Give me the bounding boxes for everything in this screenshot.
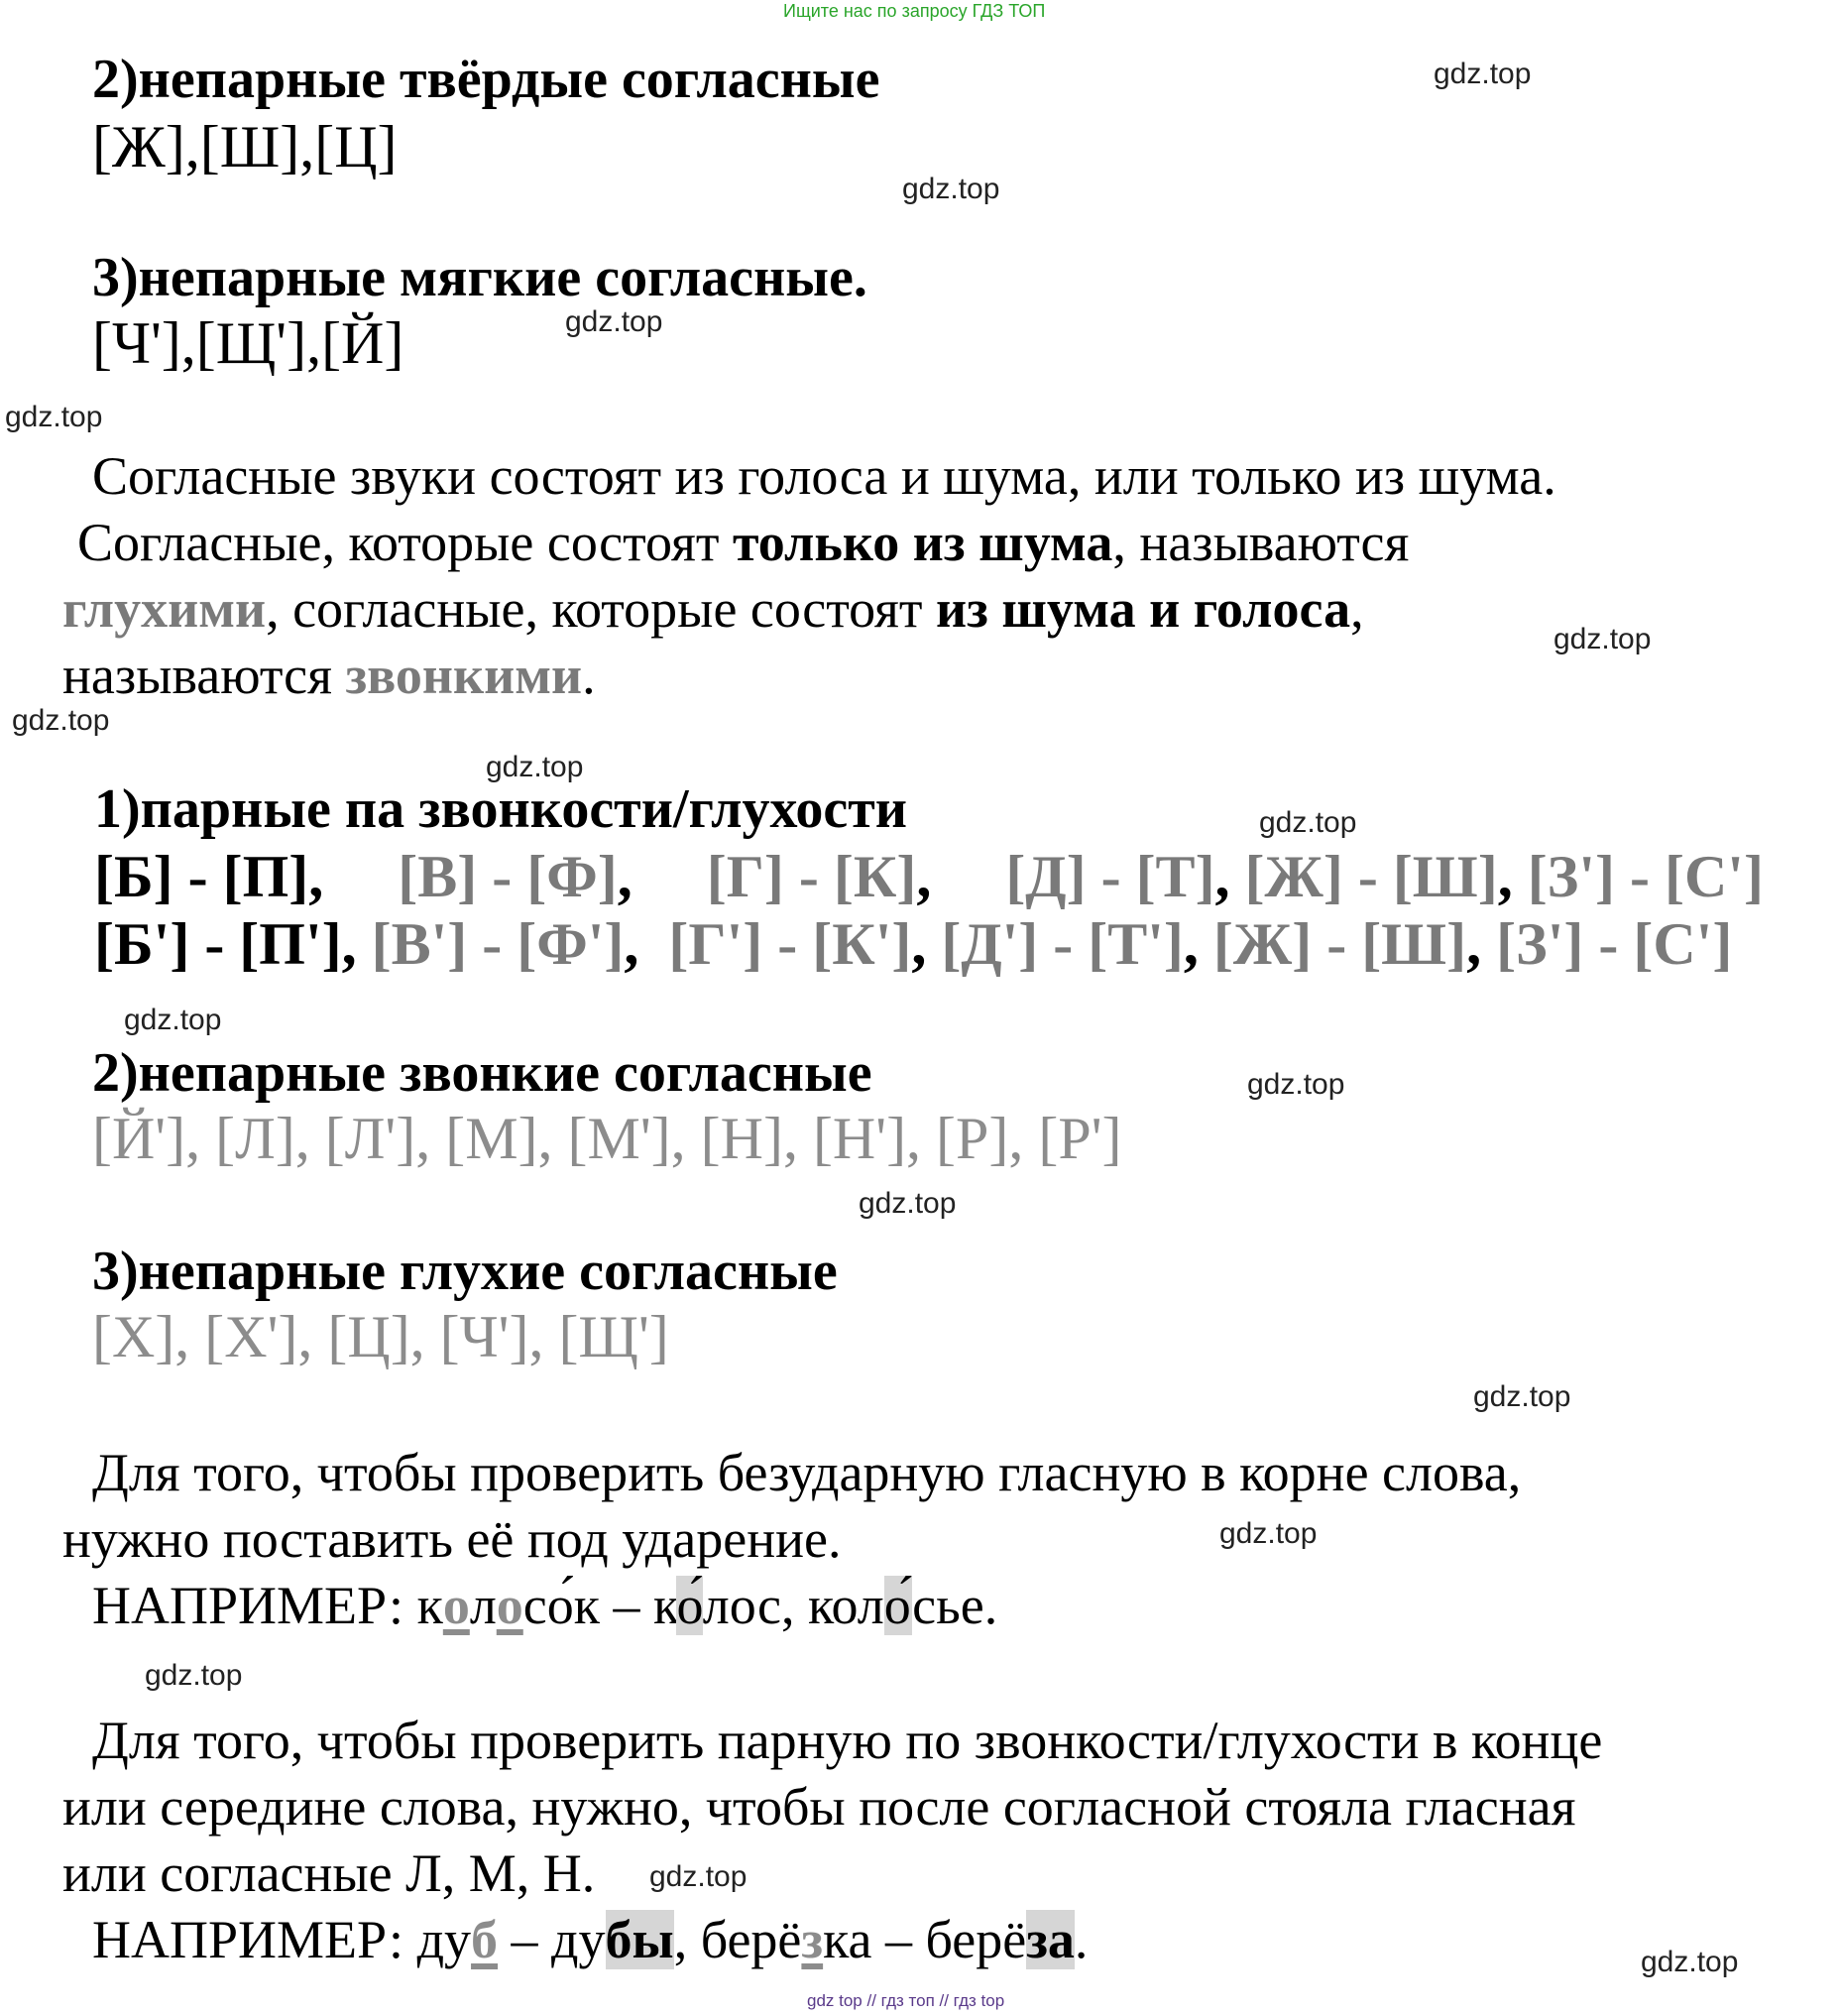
para1-line1: Согласные звуки состоят из голоса и шума, или только из шума.: [92, 446, 1556, 506]
pair-voiced: [Д]: [1005, 844, 1087, 909]
pair: [1496, 911, 1732, 977]
example-label: НАПРИМЕР:: [92, 1910, 417, 1969]
pair: [372, 911, 625, 977]
para3-example: [92, 1910, 1089, 1969]
pair: [707, 844, 917, 909]
watermark: gdz.top: [1219, 1517, 1318, 1550]
watermark: gdz.top: [1434, 58, 1532, 90]
pair: [94, 911, 342, 977]
heading-unpaired-voiced: 2)непарные звонкие согласные: [92, 1042, 872, 1104]
checked-consonant: б: [471, 1910, 499, 1969]
para2-example: [92, 1576, 998, 1635]
term-voiceless: глухими: [62, 579, 267, 639]
para1-line4-a: называются: [62, 646, 346, 705]
watermark: gdz.top: [1259, 806, 1357, 839]
pair-dash: -: [1086, 844, 1136, 909]
stressed-vowel: о́: [676, 1576, 703, 1635]
pair-dash: -: [189, 911, 240, 977]
pair-dash: -: [467, 911, 518, 977]
para2-line2: нужно поставить её под ударение.: [62, 1509, 842, 1569]
pair-voiceless: [С']: [1664, 844, 1764, 909]
footer-note: gdz top // гдз топ // гдз top: [807, 1991, 1005, 2010]
watermark: gdz.top: [5, 401, 103, 433]
unstressed-vowel: о: [496, 1576, 523, 1635]
para3-line2: или середине слова, нужно, чтобы после согласной стояла гласная: [62, 1777, 1576, 1837]
pair-voiced: [Ж]: [1244, 844, 1343, 909]
para1-line4-c: .: [582, 646, 596, 705]
pair-voiceless: [С']: [1633, 911, 1733, 977]
para1-line2: [77, 513, 1410, 572]
para3-line1: Для того, чтобы проверить парную по звонкости/глухости в конце: [92, 1711, 1603, 1770]
checked-consonant: з: [801, 1910, 824, 1969]
heading-unpaired-voiceless: 3)непарные глухие согласные: [92, 1241, 838, 1302]
example-text: л: [469, 1576, 497, 1635]
pair-dash: -: [762, 911, 813, 977]
heading-paired: 1)парные па звонкости/глухости: [94, 778, 908, 840]
pair-voiceless: [Ш]: [1392, 844, 1498, 909]
term-voiced: звонкими: [345, 646, 583, 705]
values-unpaired-hard: [Ж],[Ш],[Ц]: [92, 114, 398, 179]
top-search-note: Ищите нас по запросу ГДЗ ТОП: [783, 1, 1046, 21]
values-unpaired-soft: [Ч'],[Щ'],[Й]: [92, 310, 404, 376]
pair-voiceless: [Ф]: [526, 844, 618, 909]
pair: [668, 911, 911, 977]
watermark: gdz.top: [1641, 1946, 1739, 1978]
pair: [1213, 911, 1466, 977]
para1-line2-c: , называются: [1112, 513, 1410, 572]
example-text: ду: [416, 1910, 472, 1969]
watermark: gdz.top: [12, 704, 110, 737]
para1-line3-b: , согласные, которые состоят: [266, 579, 936, 639]
para1-line2-bold: только из шума: [732, 513, 1113, 572]
para1-line3: [62, 579, 1364, 639]
pair: [1528, 844, 1764, 909]
pair-dash: -: [1342, 844, 1393, 909]
watermark: gdz.top: [902, 173, 1000, 205]
example-text: сье.: [912, 1576, 998, 1635]
pair: [398, 844, 617, 909]
pair-dash: -: [1038, 911, 1089, 977]
pair-voiceless: [П']: [239, 911, 342, 977]
watermark: gdz.top: [486, 751, 584, 783]
pair-dash: -: [1312, 911, 1362, 977]
values-unpaired-voiced: [Й'], [Л], [Л'], [М], [М'], [Н], [Н'], [Р], [Р']: [92, 1106, 1122, 1171]
example-text: со́к – к: [522, 1576, 677, 1635]
para1-line4: [62, 646, 596, 705]
heading-unpaired-soft: 3)непарные мягкие согласные.: [92, 247, 867, 308]
watermark: gdz.top: [649, 1860, 748, 1893]
example-text: .: [1074, 1910, 1089, 1969]
pair-dash: -: [1615, 844, 1665, 909]
pair-dash: -: [783, 844, 834, 909]
check-ending: за: [1026, 1910, 1075, 1969]
example-text: , берё: [673, 1910, 802, 1969]
para1-line3-d: ,: [1350, 579, 1364, 639]
pair-voiced: [Д']: [941, 911, 1039, 977]
example-text: – ду: [498, 1910, 606, 1969]
watermark: gdz.top: [124, 1004, 222, 1036]
pair-voiceless: [Ф']: [517, 911, 625, 977]
stressed-vowel: о́: [883, 1576, 913, 1635]
check-ending: бы: [605, 1910, 674, 1969]
pairs-row-hard: [Б] - [П], [В] - [Ф], [Г] - [К], [Д] - [Т], [Ж] - [Ш], [З'] - [С']: [94, 844, 1764, 909]
pair-voiced: [Г]: [706, 844, 784, 909]
pair-dash: -: [173, 844, 223, 909]
watermark: gdz.top: [859, 1187, 957, 1220]
pair-voiced: [В]: [398, 844, 478, 909]
pair-voiced: [З']: [1527, 844, 1615, 909]
example-label: НАПРИМЕР:: [92, 1576, 417, 1635]
watermark: gdz.top: [145, 1659, 243, 1692]
pair-voiceless: [К']: [812, 911, 912, 977]
para1-line2-a: Согласные, которые состоят: [77, 513, 733, 572]
unstressed-vowel: о: [442, 1576, 470, 1635]
pair-voiceless: [Т']: [1088, 911, 1184, 977]
watermark: gdz.top: [565, 305, 663, 338]
values-unpaired-voiceless: [Х], [Х'], [Ц], [Ч'], [Щ']: [92, 1304, 669, 1369]
pair-voiceless: [Ш]: [1361, 911, 1467, 977]
pair-voiceless: [Т]: [1135, 844, 1215, 909]
pair-voiced: [Б]: [94, 844, 173, 909]
pair-voiced: [В']: [371, 911, 468, 977]
pair: [941, 911, 1184, 977]
pair: [1005, 844, 1214, 909]
para3-line3: или согласные Л, М, Н.: [62, 1843, 596, 1903]
para1-line3-bold: из шума и голоса: [936, 579, 1351, 639]
pair-voiced: [Ж]: [1212, 911, 1313, 977]
heading-unpaired-hard: 2)непарные твёрдые согласные: [92, 49, 880, 110]
pair-dash: -: [477, 844, 527, 909]
pair-voiced: [Г']: [668, 911, 763, 977]
pair-voiced: [Б']: [94, 911, 190, 977]
example-text: лос, кол: [702, 1576, 884, 1635]
example-text: ка – берё: [823, 1910, 1027, 1969]
pairs-row-soft: [Б'] - [П'], [В'] - [Ф'], [Г'] - [К'], [Д'] - [Т'], [Ж] - [Ш], [З'] - [С']: [94, 911, 1733, 977]
watermark: gdz.top: [1247, 1068, 1345, 1101]
pair-voiced: [З']: [1496, 911, 1584, 977]
pair: [94, 844, 308, 909]
pair-voiceless: [П]: [222, 844, 309, 909]
watermark: gdz.top: [1553, 623, 1652, 655]
pair-voiceless: [К]: [833, 844, 917, 909]
para2-line1: Для того, чтобы проверить безударную гласную в корне слова,: [92, 1443, 1522, 1502]
example-text: к: [416, 1576, 443, 1635]
pair-dash: -: [1583, 911, 1634, 977]
pair: [1245, 844, 1498, 909]
watermark: gdz.top: [1473, 1380, 1571, 1413]
